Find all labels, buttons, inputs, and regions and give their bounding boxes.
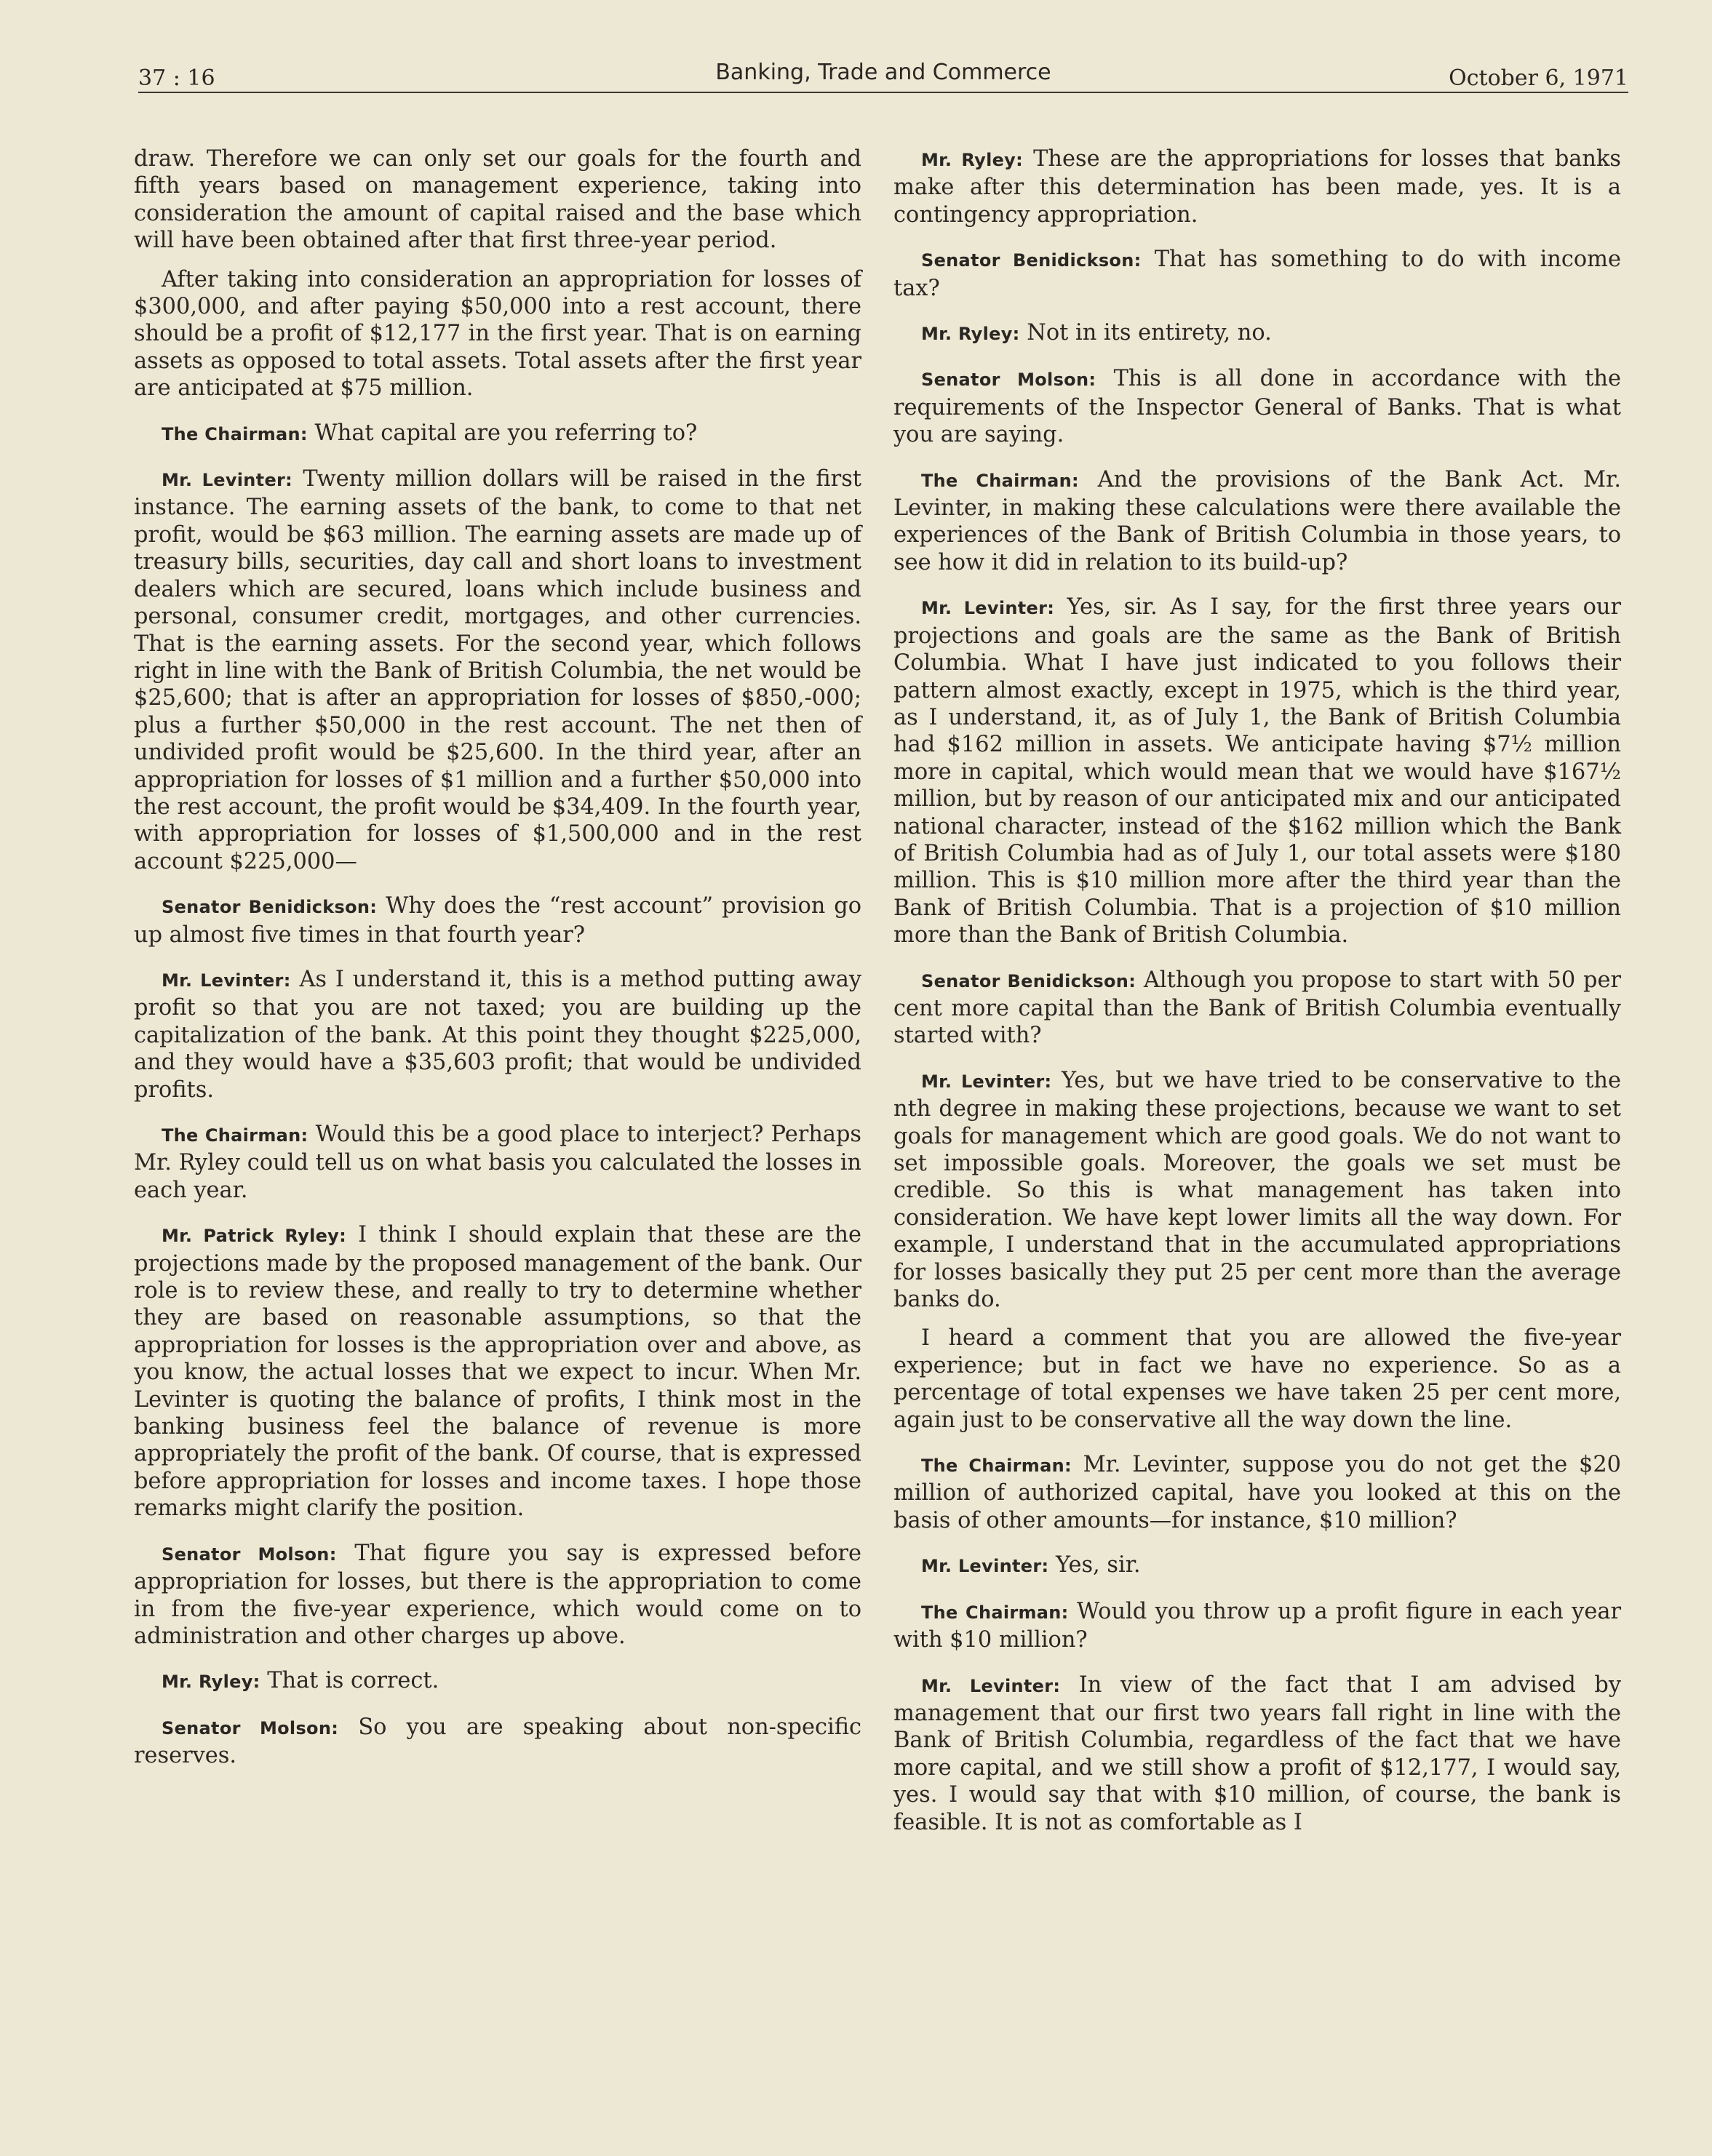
speaker-turn	[134, 1221, 861, 1522]
paragraph-text: I heard a comment that you are allowed the five-year experience; but in fact we have no experience. So as a percentage of total expenses we have taken 25 per cent more, again just to be conservative all the way down the line.	[893, 1325, 1621, 1433]
speaker-turn	[134, 420, 861, 448]
paragraph	[134, 145, 861, 255]
speaker-turn	[893, 365, 1621, 448]
speech-text: In view of the fact that I am advised by management that our first two years fall right in line with the Bank of British Columbia, regardless of the fact that we have more capital, and we still show a profit of $12,177, I would say, yes. I would say that with $10 million, of course, the bank is feasible. It is not as comfortable as I	[893, 1672, 1621, 1835]
page-header	[138, 60, 1628, 103]
speech-text: Would you throw up a profit figure in each year with $10 million?	[893, 1598, 1621, 1653]
speaker-turn	[893, 246, 1621, 302]
speech-text: And the provisions of the Bank Act. Mr. Levinter, in making these calculations were there available the experiences of the Bank of British Columbia in those years, to see how it did in relation to its build-up?	[893, 466, 1621, 575]
header-rule	[138, 92, 1628, 93]
speech-text: Twenty million dollars will be raised in the first instance. The earning assets of the bank, to come to that net profit, would be $63 million. The earning assets are made up of treasury bills, securities, day call and short loans to investment dealers which are secured, loans which include business and personal, consumer credit, mortgages, and other currencies. That is the earning assets. For the second year, which follows right in line with the Bank of British Columbia, the net would be $25,600; that is after an appropriation for losses of $850,-000; plus a further $50,000 in the rest account. The net then of undivided profit would be $25,600. In the third year, after an appropriation for losses of $1 million and a further $50,000 into the rest account, the profit would be $34,409. In the fourth year, with appropriation for losses of $1,500,000 and in the rest account $225,000—	[134, 466, 861, 874]
speaker-turn	[893, 1598, 1621, 1654]
speaker-turn	[893, 145, 1621, 228]
speech-text: What capital are you referring to?	[307, 420, 698, 446]
speaker-name: Mr. Levinter:	[162, 970, 291, 991]
speaker-name: Mr. Levinter:	[921, 1071, 1052, 1092]
speaker-turn	[134, 893, 861, 949]
speaker-name: Mr. Levinter:	[921, 1675, 1061, 1696]
speaker-name: Senator Molson:	[162, 1717, 339, 1738]
speaker-turn	[134, 966, 861, 1103]
left-column	[134, 145, 861, 1787]
speech-text: This is all done in accordance with the requirements of the Inspector General of Banks. That is what you are saying.	[893, 366, 1621, 448]
speaker-name: Senator Benidickson:	[162, 897, 378, 918]
speaker-name: The Chairman:	[162, 423, 308, 444]
speaker-turn	[893, 1451, 1621, 1534]
speech-text: That is correct.	[260, 1668, 439, 1694]
page-number: 37 : 16	[138, 65, 215, 91]
speaker-name: The Chairman:	[921, 1602, 1069, 1623]
speaker-turn	[893, 594, 1621, 949]
speaker-name: Mr. Levinter:	[162, 470, 293, 491]
paragraph	[134, 266, 861, 402]
speaker-turn	[893, 319, 1621, 348]
speech-text: Mr. Levinter, suppose you do not get the $20 million of authorized capital, have you looked at this on the basis of other amounts—for instance, $10 million?	[893, 1452, 1621, 1533]
speaker-turn	[134, 1714, 861, 1770]
speaker-name: Senator Benidickson:	[921, 250, 1142, 271]
speech-text: These are the appropriations for losses that banks make after this determination has been made, yes. It is a contingency appropriation.	[893, 146, 1621, 228]
speaker-turn	[134, 1121, 861, 1204]
speech-text: So you are speaking about non-specific reserves.	[134, 1714, 861, 1769]
speaker-turn	[893, 1552, 1621, 1580]
paragraph-text: After taking into consideration an appropriation for losses of $300,000, and after paying $50,000 into a rest account, there should be a profit of $12,177 in the first year. That is on earning assets as opposed to total assets. Total assets after the first year are anticipated at $75 million.	[134, 266, 861, 402]
speech-text: Although you propose to start with 50 per cent more capital than the Bank of British Columbia eventually started with?	[893, 967, 1621, 1049]
speech-text: Why does the “rest account” provision go up almost five times in that fourth year?	[134, 893, 861, 948]
speech-text: Yes, but we have tried to be conservative to the nth degree in making these projections, because we want to set goals for management which are good goals. We do not want to set impossible goals. Moreover, the goals we set must be credible. So this is what management has taken into consideration. We have kept lower limits all the way down. For example, I understand that in the accumulated appropriations for losses basically they put 25 per cent more than the average banks do.	[893, 1067, 1621, 1313]
speaker-name: Mr. Levinter:	[921, 1556, 1049, 1577]
speech-text: That has something to do with income tax?	[893, 247, 1621, 301]
speaker-name: Senator Molson:	[162, 1544, 337, 1565]
speaker-turn	[893, 1067, 1621, 1314]
speaker-name: Mr. Ryley:	[921, 324, 1020, 345]
speaker-name: Senator Molson:	[921, 370, 1096, 391]
speech-text: I think I should explain that these are the projections made by the proposed management of the bank. Our role is to review these, and really to try to determine whether they are based on reasonable assumptions, so that the appropriation for losses is the appropriation over and above, as you know, the actual losses that we expect to incur. When Mr. Levinter is quoting the balance of profits, I think most in the banking business feel the balance of revenue is more appropriately the profit of the bank. Of course, that is expressed before appropriation for losses and income taxes. I hope those remarks might clarify the position.	[134, 1222, 861, 1522]
speaker-turn	[893, 967, 1621, 1050]
header-date: October 6, 1971	[1449, 65, 1628, 91]
paragraph	[893, 1325, 1621, 1434]
speech-text: Not in its entirety, no.	[1019, 320, 1272, 346]
right-column	[893, 145, 1621, 1853]
speaker-name: Mr. Patrick Ryley:	[162, 1226, 347, 1247]
speaker-turn	[134, 466, 861, 875]
speech-text: Would this be a good place to interject? Perhaps Mr. Ryley could tell us on what basis you calculated the losses in each year.	[134, 1122, 861, 1203]
speaker-name: The Chairman:	[921, 470, 1079, 491]
speaker-turn	[893, 1672, 1621, 1836]
speaker-name: The Chairman:	[921, 1456, 1072, 1477]
speech-text: Yes, sir. As I say, for the first three years our projections and goals are the same as the Bank of British Columbia. What I have just indicated to you follows their pattern almost exactly, except in 1975, which is the third year, as I understand, it, as of July 1, the Bank of British Columbia had $162 million in assets. We anticipate having $7½ million more in capital, which would mean that we would have $167½ million, but by reason of our anticipated mix and our anticipated national character, instead of the $162 million which the Bank of British Columbia had as of July 1, our total assets were $180 million. This is $10 million more after the third year than the Bank of British Columbia. That is a projection of $10 million more than the Bank of British Columbia.	[893, 594, 1622, 949]
speaker-name: Mr. Ryley:	[921, 150, 1024, 170]
speaker-turn	[134, 1667, 861, 1696]
paragraph-text: draw. Therefore we can only set our goals for the fourth and fifth years based on management experience, taking into consideration the amount of capital raised and the base which will have been obtained after that first three-year period.	[134, 146, 861, 254]
speech-text: That figure you say is expressed before appropriation for losses, but there is the appropriation to come in from the five-year experience, which would come on to administration and other charges up above.	[134, 1540, 861, 1649]
speaker-name: Mr. Ryley:	[162, 1672, 260, 1693]
speaker-name: Mr. Levinter:	[921, 598, 1055, 619]
speaker-name: Senator Benidickson:	[921, 970, 1136, 991]
speaker-name: The Chairman:	[162, 1125, 308, 1146]
speaker-turn	[893, 466, 1621, 577]
running-title: Banking, Trade and Commerce	[715, 60, 1051, 85]
speech-text: Yes, sir.	[1048, 1552, 1141, 1578]
speech-text: As I understand it, this is a method putting away profit so that you are not taxed; you are building up the capitalization of the bank. At this point they thought $225,000, and they would have a $35,603 profit; that would be undivided profits.	[134, 966, 861, 1103]
speaker-turn	[134, 1540, 861, 1650]
